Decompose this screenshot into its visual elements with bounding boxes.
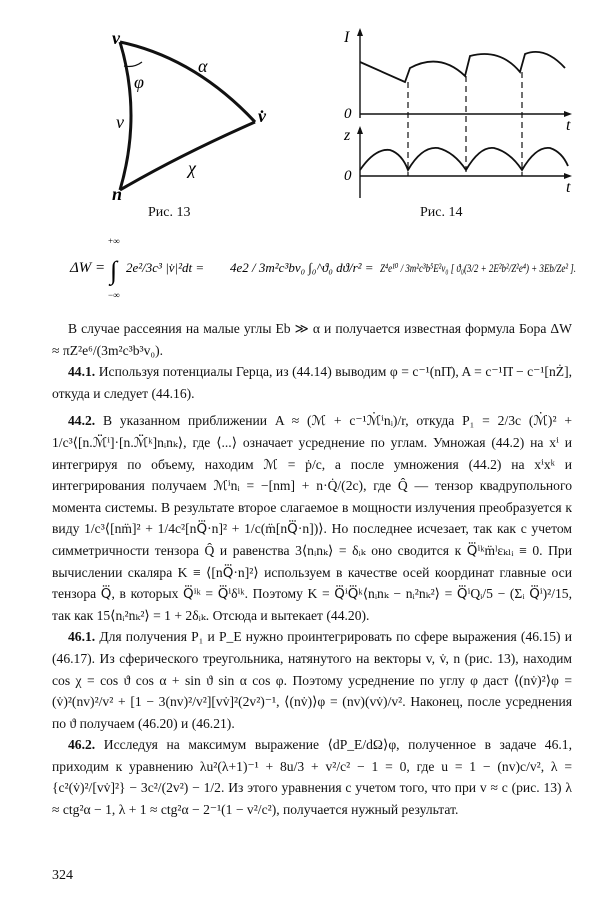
paragraph-44-2: 44.2. В указанном приближении A ≈ (ℳ + c⁻¹ℳ̇ⁱnᵢ)/r, откуда P₁ = 2/3c (ℳ̇)² + 1/c³⟨[n.ℳ̈ⁱ]·[n.ℳ̈ᵏ]nᵢnₖ⟩, где ⟨...⟩ означает усреднение по углам. Умножая (44.2) на xⁱ и интегрируя по объему, находим ℳ = ṗ/c, а после умножения (44.2) на xⁱxᵏ и интегрирования получаем ℳⁱnᵢ = −[nm] + n·Q̇/(2c), где Q̂ — тензор квадрупольного момента системы. В результате второе слагаемое в мощности излучения преобразуется к виду 1/c³⟨[nm̈]² + 1/4c²[nQ⃛·n]² + 1/c(m̈[nQ⃛·n])⟩. Но последнее исчезает, так как с учетом симметричности тензора Q̂ и равенства 3⟨nᵢnₖ⟩ = δᵢₖ оно сводится к Q⃛ⁱᵏm̈ˡεₖₗᵢ ≡ 0. При вычислении скаляра K ≡ ⟨[nQ⃛·n]²⟩ используем в качестве осей координат главные оси тензора Q⃛, в которых Q⃛ⁱᵏ = Q⃛ⁱδⁱᵏ. Поэтому K = Q⃛ⁱQ⃛ᵏ⟨nᵢnₖ − nᵢ²nₖ²⟩ = Q⃛ⁱQᵢ/5 − (Σᵢ Q⃛ⁱ)²/15, так как 15⟨nᵢ²nₖ²⟩ = 1 + 2δᵢₖ. Отсюда и вытекает (44.20). — [52, 413, 572, 623]
label-I: I — [344, 29, 350, 46]
figure-14-caption: Рис. 14 — [420, 205, 463, 220]
label-nu: ν — [116, 112, 124, 132]
eq-term1: 2e²/3c³ |v̇|²dt = — [126, 260, 205, 275]
paragraph-44-1: 44.1. Используя потенциалы Герца, из (44.14) выводим φ = c⁻¹(nΠ̇), A = c⁻¹Π̇ − c⁻¹[nŻ], откуда и следует (44.16). — [52, 364, 572, 401]
page-number: 324 — [52, 868, 73, 883]
label-zero-upper: 0 — [344, 106, 352, 122]
label-t-upper: t — [566, 117, 571, 134]
label-v-dot: v̇ — [258, 106, 266, 126]
figure-13-caption: Рис. 13 — [148, 205, 191, 220]
eq-term3: Z⁴e¹⁰ / 3m²c³b⁵E²v₀ [ ϑ₀(3/2 + 2E²b²/Z²e⁴) + 3Eb/Ze² ]. — [380, 261, 576, 275]
eq-lhs: ΔW = — [70, 260, 106, 276]
arc-chi — [120, 122, 255, 190]
paragraph-bohr-formula: В случае рассеяния на малые углы Eb ≫ α и получается известная формула Бора ΔW ≈ πZ²e⁶/(3m²c³b³v₀). — [52, 321, 572, 358]
label-z: z — [344, 127, 351, 144]
eq-int-lower: −∞ — [108, 290, 120, 300]
label-v-top: v — [112, 30, 120, 48]
figure-14-graphs — [330, 28, 580, 200]
label-t-lower: t — [566, 179, 571, 196]
paragraph-46-2: 46.2. Исследуя на максимум выражение ⟨dP_E/dΩ⟩φ, полученное в задаче 46.1, приходим к уравнению λu²(λ+1)⁻¹ + 8u/3 + v²/c² − 1 = 0, где u = 1 − (nv)c/v², λ = {c²(v̇)²/[vv̇]²} − 3c²/(2v²) − 1/2. Из этого уравнения с учетом того, что при v ≈ c (рис. 13) λ ≈ ctg²α − 1, λ + 1 ≈ ctg²α − 2⁻¹(1 − v²/c²), получается нужный результат. — [52, 737, 572, 818]
eq-term2: 4e2 / 3m²c³bv₀ ∫₀^ϑ₀ dϑ/r² = — [230, 260, 374, 275]
eq-int-upper: +∞ — [108, 236, 120, 246]
paragraph-46-1: 46.1. Для получения P₁ и P_E нужно проинтегрировать по сфере выражения (46.15) и (46.17). Из сферического треугольника, натянутого на векторы v, v̇, n (рис. 13), находим cos χ = cos ϑ cos α + sin ϑ sin α cos φ. Поэтому усреднение по углу φ даст ⟨(nv̇)²⟩φ = (v̇)²(nv)²/v² + [1 − 3(nv)²/v²][vv̇]²(2v²)⁻¹, ⟨(nv̇)⟩φ = (nv)(vv̇)/v². Наконец, после усреднения по ϑ получаем (46.20) и (46.21). — [52, 629, 572, 731]
figure-13-spherical-triangle — [90, 30, 280, 210]
svg-text:∫: ∫ — [110, 256, 118, 285]
label-phi: φ — [134, 72, 144, 92]
label-zero-lower: 0 — [344, 168, 352, 184]
label-alpha: α — [198, 56, 208, 76]
label-n: n — [112, 184, 123, 204]
label-chi: χ — [188, 158, 196, 178]
oscillation-curve — [360, 148, 568, 170]
delta-w-equation — [40, 232, 580, 302]
sawtooth-curve — [360, 52, 565, 82]
body-text — [52, 318, 572, 821]
